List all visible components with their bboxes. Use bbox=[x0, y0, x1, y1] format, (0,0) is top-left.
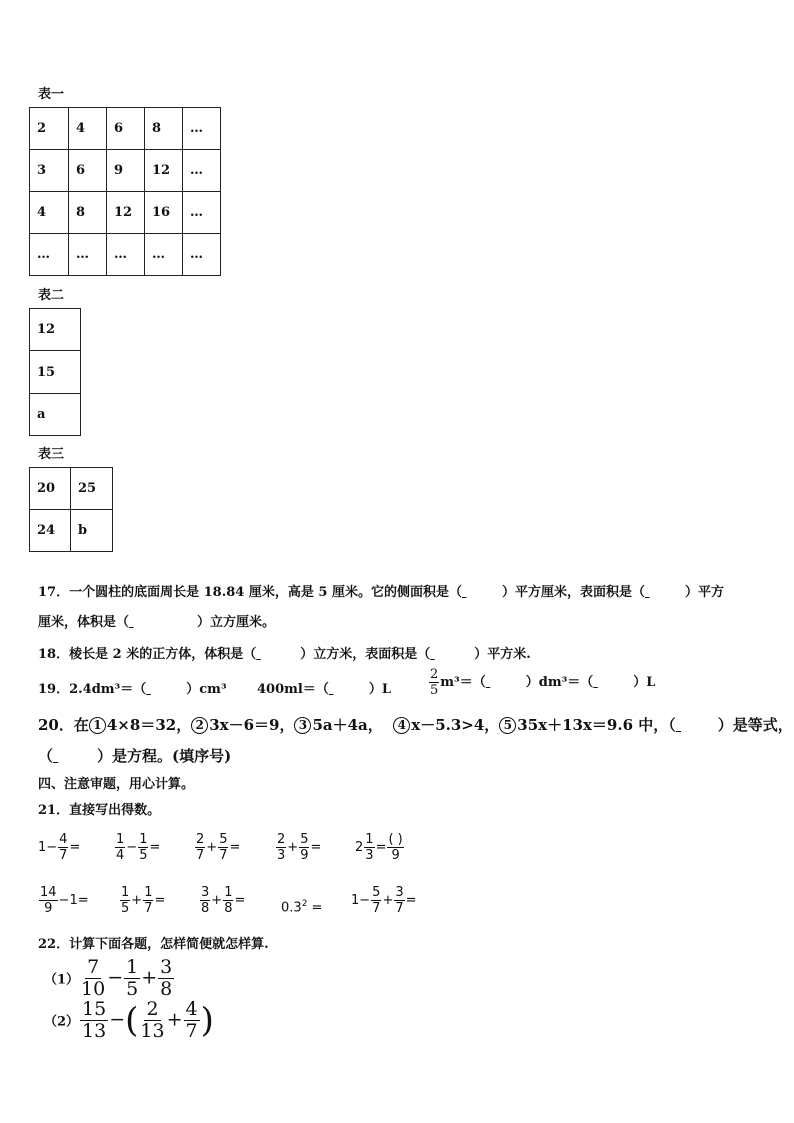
table-row bbox=[30, 192, 221, 234]
table-cell: … bbox=[30, 234, 69, 276]
table-row bbox=[30, 351, 81, 394]
table-cell: 12 bbox=[145, 150, 183, 192]
question-20-line1 bbox=[38, 714, 793, 735]
table2-title: 表二 bbox=[38, 288, 65, 303]
question-text: ）是等式， bbox=[717, 716, 793, 734]
table-cell: 8 bbox=[69, 192, 107, 234]
calc-item: $0.3^2$ = bbox=[281, 899, 323, 916]
table-row bbox=[30, 510, 113, 552]
circled-number: 1 bbox=[89, 717, 106, 734]
answer-blank[interactable] bbox=[146, 682, 186, 697]
question-22-title: 22．计算下面各题，怎样简便就怎样算. bbox=[38, 937, 269, 952]
table-cell: b bbox=[71, 510, 113, 552]
question-21-title: 21．直接写出得数。 bbox=[38, 803, 161, 818]
table-row bbox=[30, 234, 221, 276]
question-22-part1: （1） $\frac{7}{10}$ − $\frac{1}{5}$ + $\frac{3}{8}$ bbox=[44, 956, 173, 1000]
question-text: ）cm³ bbox=[186, 682, 227, 697]
table-cell: … bbox=[69, 234, 107, 276]
table-cell: 12 bbox=[30, 309, 81, 351]
calc-item: 2 $\frac{1}{3}$ = $\frac{( )}{9}$ bbox=[355, 832, 403, 863]
question-text: ）平方米. bbox=[474, 647, 531, 662]
table1-title: 表一 bbox=[38, 87, 65, 102]
table-cell: … bbox=[183, 234, 221, 276]
question-22-part2: （2） $\frac{15}{13}$ −( $\frac{2}{13}$ + $\frac{4}{7}$ ) bbox=[44, 998, 214, 1042]
table-cell: … bbox=[183, 192, 221, 234]
question-text: ）平方 bbox=[684, 585, 724, 600]
table3-title: 表三 bbox=[38, 447, 65, 462]
table-cell: 12 bbox=[107, 192, 145, 234]
table-row bbox=[30, 394, 81, 436]
answer-blank[interactable] bbox=[593, 675, 633, 690]
question-20-line2 bbox=[38, 745, 231, 766]
question-text: ）L bbox=[633, 675, 656, 690]
table-cell: 2 bbox=[30, 108, 69, 150]
table-cell: 20 bbox=[30, 468, 71, 510]
table-cell: 16 bbox=[145, 192, 183, 234]
circled-number: 4 bbox=[393, 717, 410, 734]
table-cell: 6 bbox=[107, 108, 145, 150]
table-cell: 6 bbox=[69, 150, 107, 192]
question-19-part1 bbox=[38, 678, 227, 697]
circled-number: 5 bbox=[499, 717, 516, 734]
question-17-line2 bbox=[38, 611, 275, 630]
question-text: 17．一个圆柱的底面周长是 18.84 厘米，高是 5 厘米。它的侧面积是（ bbox=[38, 585, 462, 600]
answer-blank[interactable] bbox=[676, 716, 718, 734]
calc-item: $\frac{1}{5}$ + $\frac{1}{7}$ = bbox=[121, 885, 166, 916]
question-text: ）平方厘米，表面积是（ bbox=[501, 585, 645, 600]
calc-item: $\frac{2}{7}$ + $\frac{5}{7}$ = bbox=[196, 832, 241, 863]
table-row bbox=[30, 309, 81, 351]
question-17-line1 bbox=[38, 581, 724, 600]
section-heading: 四、注意审题，用心计算。 bbox=[38, 777, 195, 792]
calc-item: $\frac{3}{8}$ + $\frac{1}{8}$ = bbox=[201, 885, 246, 916]
table-cell: 9 bbox=[107, 150, 145, 192]
question-text: ）是方程。(填序号) bbox=[97, 747, 232, 765]
table3 bbox=[29, 467, 113, 552]
question-18 bbox=[38, 643, 531, 662]
question-text: 18．棱长是 2 米的正方体，体积是（ bbox=[38, 647, 257, 662]
table-cell: 3 bbox=[30, 150, 69, 192]
calc-item: $\frac{2}{3}$ + $\frac{5}{9}$ = bbox=[277, 832, 322, 863]
answer-blank[interactable] bbox=[129, 615, 197, 630]
table-cell: 25 bbox=[71, 468, 113, 510]
answer-blank[interactable] bbox=[486, 675, 526, 690]
answer-blank[interactable] bbox=[329, 682, 369, 697]
table-cell: … bbox=[183, 108, 221, 150]
question-text: m³＝（ bbox=[440, 675, 486, 690]
calc-item: $\frac{1}{4}$ − $\frac{1}{5}$ = bbox=[116, 832, 161, 863]
equation: 4×8＝32， bbox=[106, 716, 192, 734]
equation: 3x－6＝9， bbox=[209, 716, 295, 734]
table-cell: … bbox=[145, 234, 183, 276]
circled-number: 2 bbox=[191, 717, 208, 734]
question-text: （ bbox=[38, 747, 54, 765]
question-text: ）dm³＝（ bbox=[525, 675, 594, 690]
table1 bbox=[29, 107, 221, 276]
question-text: 20．在 bbox=[38, 716, 89, 734]
answer-blank[interactable] bbox=[645, 585, 685, 600]
calc-item: $\frac{14}{9}$ −1= bbox=[40, 885, 89, 916]
answer-blank[interactable] bbox=[462, 585, 502, 600]
table-cell: 4 bbox=[69, 108, 107, 150]
question-text: 厘米，体积是（ bbox=[38, 615, 130, 630]
answer-blank[interactable] bbox=[256, 647, 300, 662]
equation: 35x＋13x＝9.6 中，（ bbox=[517, 716, 676, 734]
question-text: ）立方米，表面积是（ bbox=[300, 647, 431, 662]
question-text: 400ml＝（ bbox=[257, 682, 329, 697]
table-row bbox=[30, 108, 221, 150]
table-cell: 8 bbox=[145, 108, 183, 150]
question-19-part3 bbox=[428, 668, 655, 697]
table-row bbox=[30, 468, 113, 510]
circled-number: 3 bbox=[294, 717, 311, 734]
question-text: 19．2.4dm³＝（ bbox=[38, 682, 147, 697]
question-text: ）L bbox=[368, 682, 391, 697]
table-cell: a bbox=[30, 394, 81, 436]
table-cell: 15 bbox=[30, 351, 81, 394]
question-text: ）立方厘米。 bbox=[197, 615, 276, 630]
equation: x－5.3>4， bbox=[411, 716, 500, 734]
table-cell: 4 bbox=[30, 192, 69, 234]
answer-blank[interactable] bbox=[53, 747, 97, 765]
table-cell: … bbox=[107, 234, 145, 276]
question-19-part2 bbox=[257, 678, 391, 697]
answer-blank[interactable] bbox=[430, 647, 474, 662]
table2 bbox=[29, 308, 81, 436]
calc-item: 1− $\frac{4}{7}$ = bbox=[38, 832, 81, 863]
fraction: $\frac{2}{5}$ bbox=[430, 667, 439, 698]
table-cell: 24 bbox=[30, 510, 71, 552]
table-cell: … bbox=[183, 150, 221, 192]
equation: 5a＋4a， bbox=[312, 716, 383, 734]
table-row bbox=[30, 150, 221, 192]
calc-item: 1− $\frac{5}{7}$ + $\frac{3}{7}$ = bbox=[351, 885, 417, 916]
